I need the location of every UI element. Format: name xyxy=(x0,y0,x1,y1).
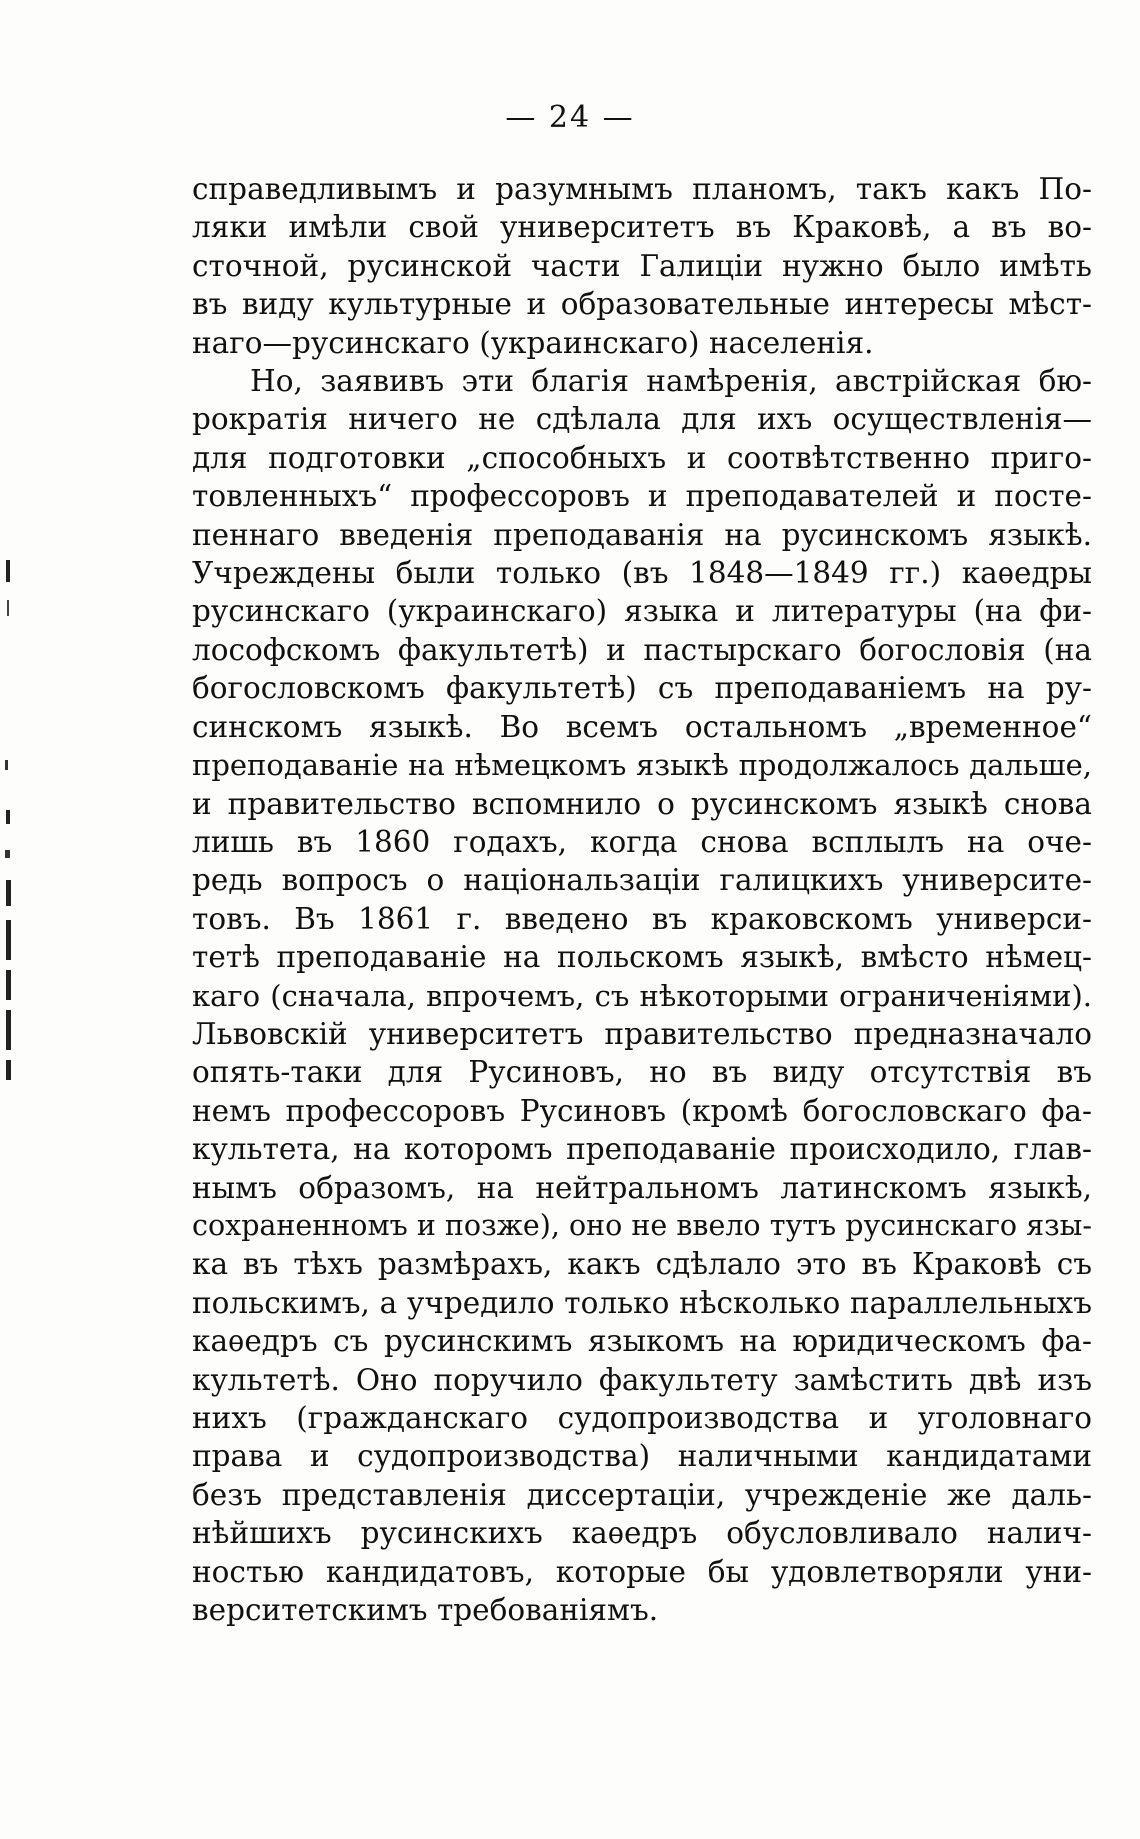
text-line: нѣйшихъ русинскихъ каѳедръ обусловливало налич- xyxy=(192,1516,1092,1551)
text-line: богословскомъ факультетѣ) съ преподаваніемъ на ру- xyxy=(192,671,1092,706)
scan-margin-marks xyxy=(0,560,20,1160)
text-line: сохраненномъ и позже), оно не ввело тутъ русинскаго язы- xyxy=(192,1208,1092,1242)
text-line: права и судопроизводства) наличными кандидатами xyxy=(192,1439,1092,1474)
text-line: немъ профессоровъ Русиновъ (кромѣ богословскаго фа- xyxy=(192,1093,1092,1128)
text-line: синскомъ языкѣ. Во всемъ остальномъ „временное“ xyxy=(192,709,1092,744)
text-line: безъ представленія диссертаціи, учрежденіе же даль- xyxy=(192,1477,1092,1512)
text-line: Учреждены были только (въ 1848—1849 гг.) каѳедры xyxy=(192,556,1092,591)
text-line: справедливымъ и разумнымъ планомъ, такъ какъ По- xyxy=(192,172,1092,206)
text-line: верситетскимъ требованіямъ. xyxy=(192,1593,659,1628)
text-line: каго (сначала, впрочемъ, съ нѣкоторыми ограниченіями). xyxy=(192,978,1092,1013)
text-line: въ виду культурные и образовательные интересы мѣст- xyxy=(192,287,1092,322)
text-line: лишь въ 1860 годахъ, когда снова всплылъ на оче- xyxy=(192,824,1092,859)
paragraph-1 xyxy=(192,170,1092,362)
text-line: русинскаго (украинскаго) языка и литературы (на фи- xyxy=(192,594,1092,629)
text-line: товленныхъ“ профессоровъ и преподавателей и посте- xyxy=(192,479,1092,514)
text-line: нымъ образомъ, на нейтральномъ латинскомъ языкѣ, xyxy=(192,1170,1092,1205)
text-line: рократія ничего не сдѣлала для ихъ осуществленія— xyxy=(192,402,1092,437)
text-line: ностью кандидатовъ, которые бы удовлетворяли уни- xyxy=(192,1554,1092,1589)
text-line: пеннаго введенія преподаванія на русинскомъ языкѣ. xyxy=(192,517,1092,552)
text-line: ка въ тѣхъ размѣрахъ, какъ сдѣлало это въ Краковѣ съ xyxy=(192,1247,1092,1282)
text-line: лософскомъ факультетѣ) и пастырскаго богословія (на xyxy=(192,632,1092,667)
text-line: ляки имѣли свой университетъ въ Краковѣ, а въ во- xyxy=(192,210,1092,245)
text-line: товъ. Въ 1861 г. введено въ краковскомъ универси- xyxy=(192,901,1092,936)
text-line: культета, на которомъ преподаваніе происходило, глав- xyxy=(192,1132,1092,1167)
text-line: культетѣ. Оно поручило факультету замѣстить двѣ изъ xyxy=(192,1362,1092,1397)
text-line: нихъ (гражданскаго судопроизводства и уголовнаго xyxy=(192,1401,1092,1435)
text-line: преподаваніе на нѣмецкомъ языкѣ продолжалось дальше, xyxy=(192,748,1092,783)
text-line: польскимъ, а учредило только нѣсколько параллельныхъ xyxy=(192,1285,1092,1320)
text-line: сточной, русинской части Галиціи нужно было имѣть xyxy=(192,248,1092,283)
text-line: каѳедръ съ русинскимъ языкомъ на юридическомъ фа- xyxy=(192,1324,1092,1359)
page-number: — 24 — xyxy=(505,100,635,135)
text-line: опять-таки для Русиновъ, но въ виду отсутствія въ xyxy=(192,1055,1092,1090)
text-line: Львовскій университетъ правительство предназначало xyxy=(192,1016,1092,1051)
text-line: и правительство вспомнило о русинскомъ языкѣ снова xyxy=(192,786,1092,821)
body-text xyxy=(192,170,1092,1629)
text-line: тетѣ преподаваніе на польскомъ языкѣ, вмѣсто нѣмец- xyxy=(192,940,1092,975)
paragraph-2 xyxy=(192,362,1092,1629)
text-line: редь вопросъ о національзаціи галицкихъ университе- xyxy=(192,863,1092,898)
text-line: наго—русинскаго (украинскаго) населенія. xyxy=(192,325,874,360)
text-line: для подготовки „способныхъ и соотвѣтственно приго- xyxy=(192,440,1092,475)
text-line: Но, заявивъ эти благія намѣренія, австрійская бю- xyxy=(250,364,1092,399)
